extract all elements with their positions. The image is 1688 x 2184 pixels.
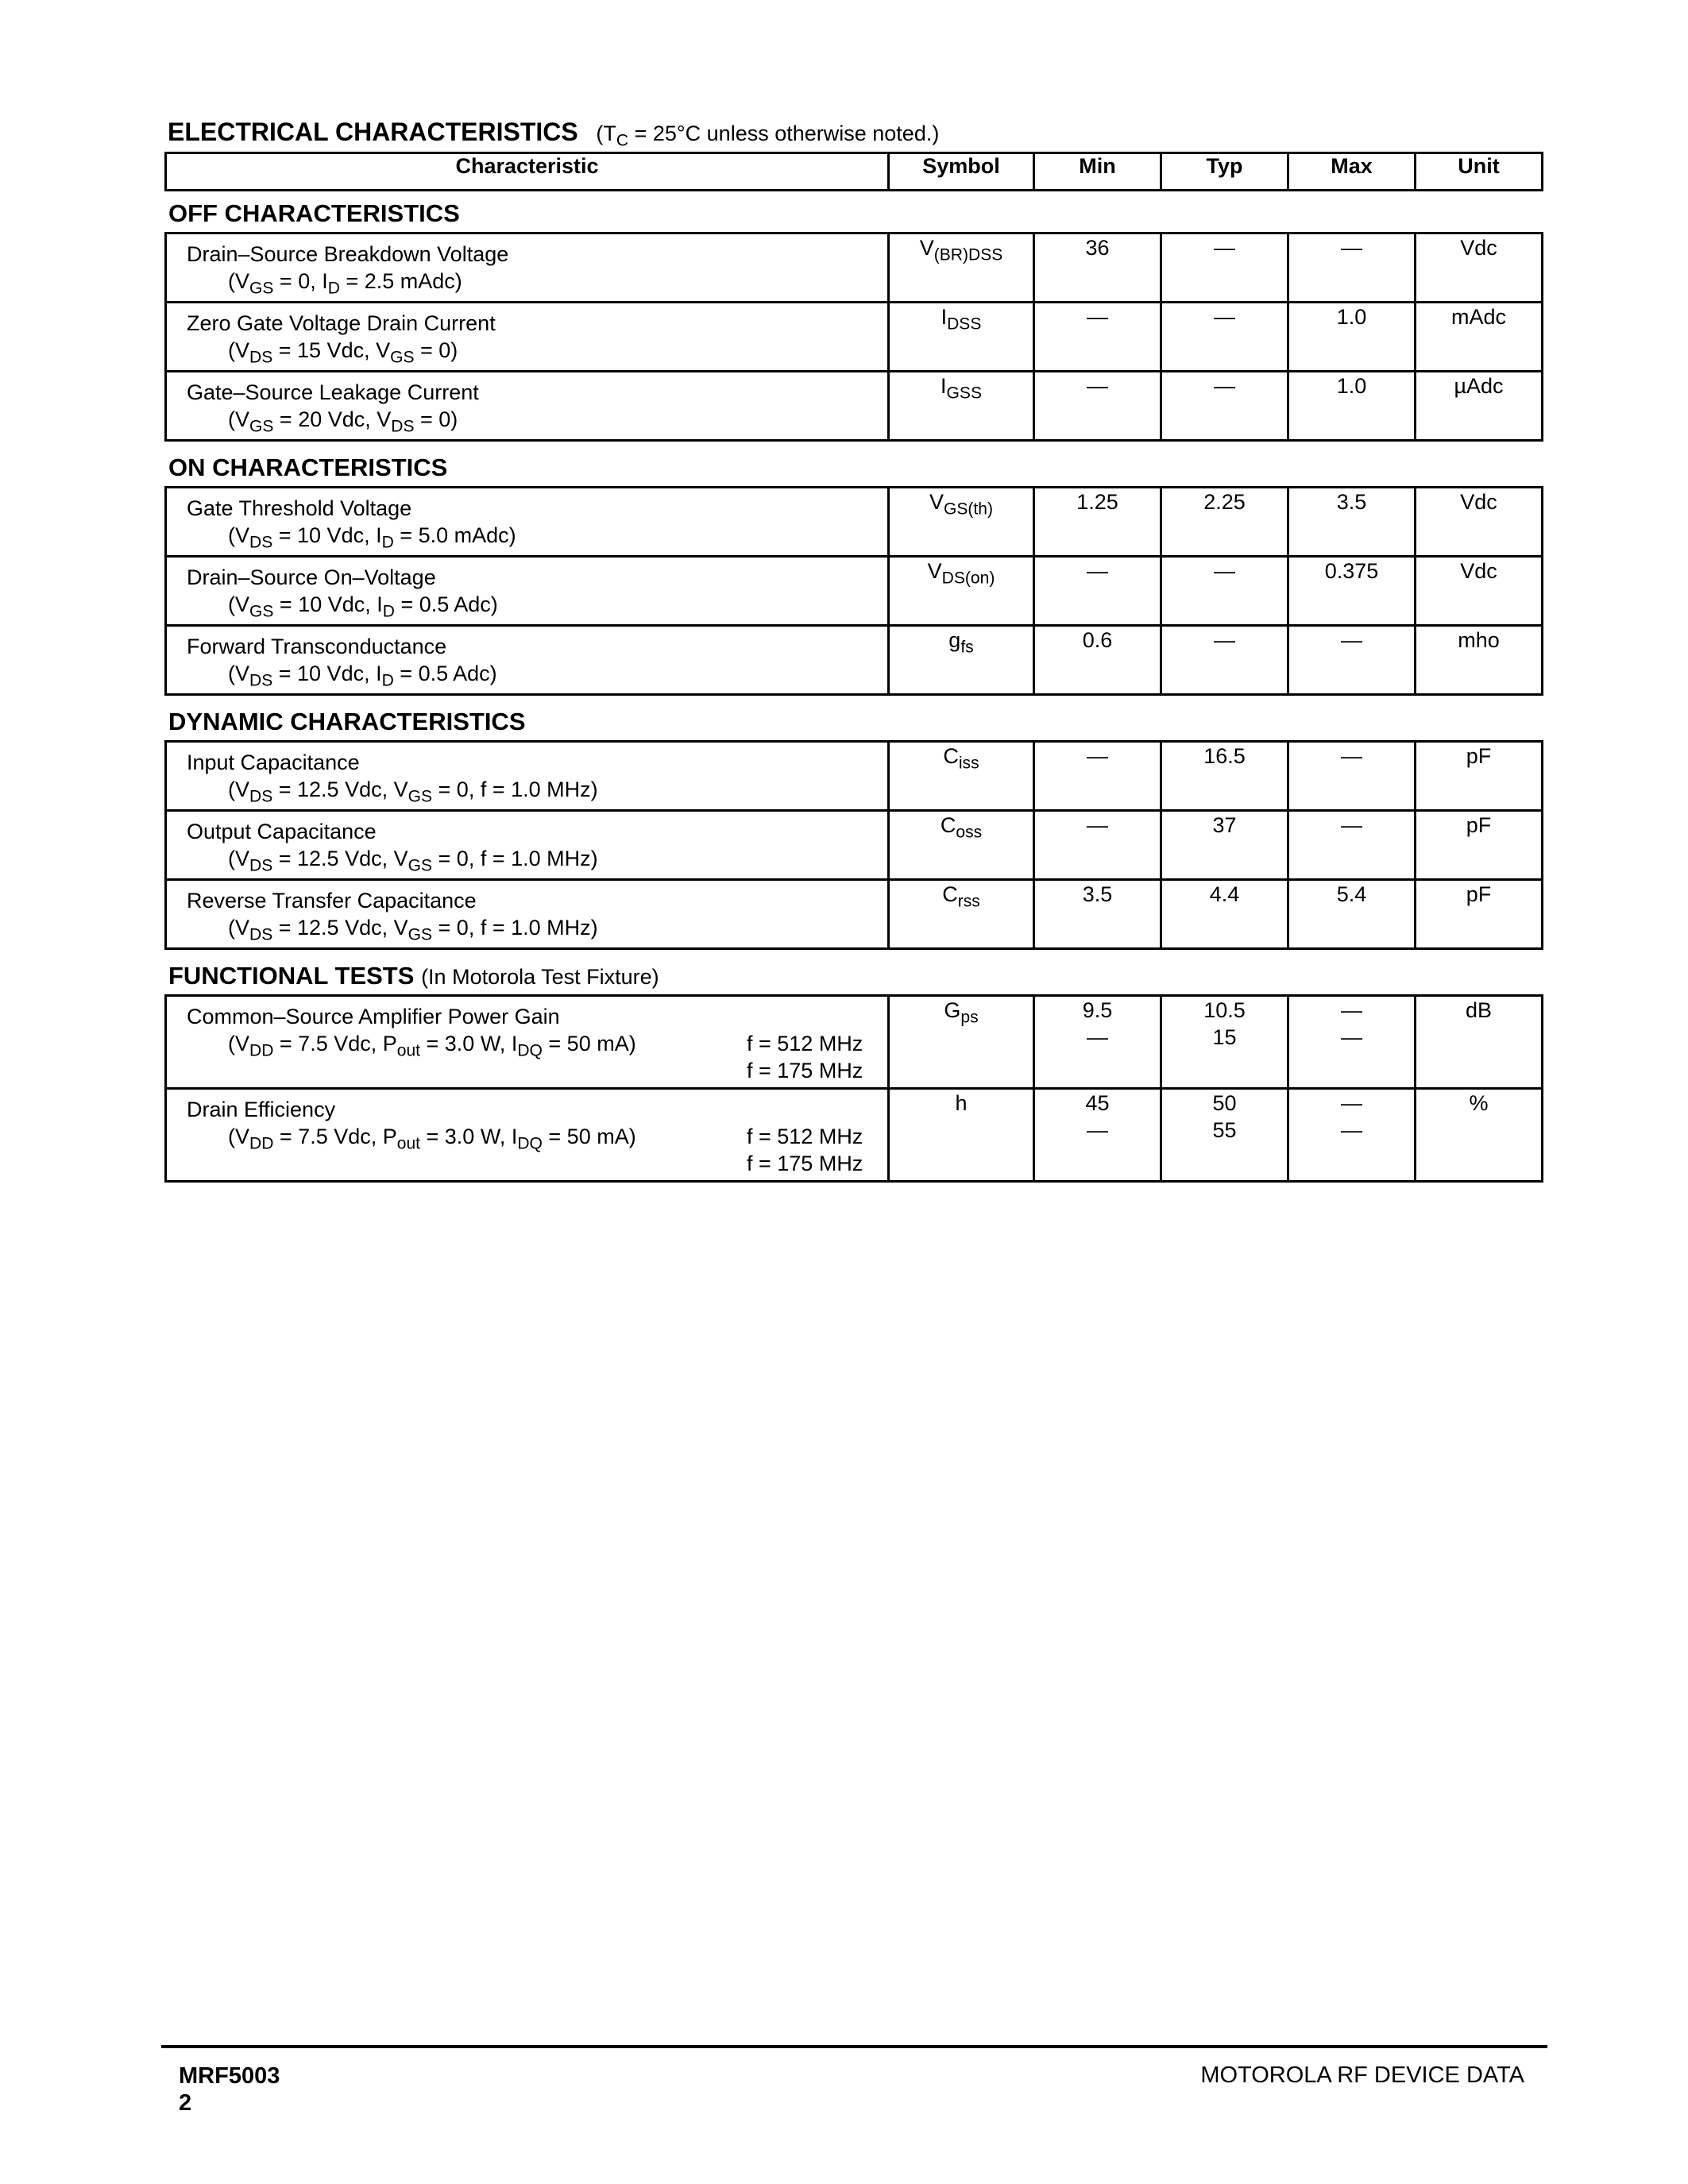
characteristic-name: Drain Efficiency: [187, 1098, 336, 1121]
section-functional-title: FUNCTIONAL TESTS (In Motorola Test Fixture): [168, 962, 659, 990]
frequency-2: f = 175 MHz: [747, 1152, 863, 1175]
header-typ: Typ: [1161, 153, 1288, 191]
characteristic-name: Forward Transconductance: [187, 635, 447, 658]
characteristic-name: Common–Source Amplifier Power Gain: [187, 1005, 560, 1028]
max-value: — —: [1288, 996, 1416, 1089]
off-table: [164, 232, 1543, 442]
characteristic-cell: [166, 488, 889, 557]
typ-value: 2.25: [1161, 488, 1288, 557]
typ-value: 4.4: [1161, 880, 1288, 949]
unit-value: Vdc: [1416, 557, 1543, 626]
min-value: 45 —: [1034, 1089, 1161, 1182]
max-value: 5.4: [1288, 880, 1416, 949]
section-on-title: ON CHARACTERISTICS: [168, 453, 448, 481]
unit-value: Vdc: [1416, 488, 1543, 557]
min-value: 3.5: [1034, 880, 1161, 949]
table-row: [166, 1089, 1543, 1182]
frequency-1: f = 512 MHz: [747, 1032, 863, 1055]
min-value: 36: [1034, 233, 1161, 303]
typ-value: 16.5: [1161, 742, 1288, 811]
footer-rule: [161, 2045, 1547, 2048]
table-row: [166, 880, 1543, 949]
table-row: [166, 626, 1543, 695]
characteristic-name: Input Capacitance: [187, 751, 360, 774]
test-condition: ($V_{DS} = 10$ Vdc, $I_D = 5.0$ mAdc): [228, 523, 516, 552]
header-characteristic: Characteristic: [166, 153, 889, 191]
symbol-cell: $V_{DS(on)}$: [889, 557, 1034, 626]
symbol-cell: $V_{(BR)DSS}$: [889, 233, 1034, 303]
characteristic-cell: [166, 880, 889, 949]
min-value: —: [1034, 557, 1161, 626]
table-row: [166, 372, 1543, 441]
characteristic-name: Drain–Source Breakdown Voltage: [187, 242, 509, 266]
min-value: —: [1034, 811, 1161, 880]
test-condition: ($V_{DS} = 15$ Vdc, $V_{GS} = 0$): [228, 338, 458, 367]
section-dynamic-title: DYNAMIC CHARACTERISTICS: [168, 708, 526, 735]
symbol-cell: $I_{GSS}$: [889, 372, 1034, 441]
table-row: [166, 811, 1543, 880]
on-table: [164, 486, 1543, 696]
test-condition: ($V_{DS} = 12.5$ Vdc, $V_{GS} = 0$, f = 1.0 MHz): [228, 778, 598, 806]
min-value: —: [1034, 372, 1161, 441]
footer-part-number: MRF5003: [179, 2063, 280, 2089]
unit-value: mAdc: [1416, 303, 1543, 372]
unit-value: mho: [1416, 626, 1543, 695]
max-value: 1.0: [1288, 372, 1416, 441]
characteristic-cell: [166, 233, 889, 303]
title-note: ($T_C = 25^\circ C$ unless otherwise noted.): [596, 122, 940, 150]
header-min: Min: [1034, 153, 1161, 191]
max-value: —: [1288, 626, 1416, 695]
max-value: 1.0: [1288, 303, 1416, 372]
footer-source: MOTOROLA RF DEVICE DATA: [1200, 2062, 1524, 2088]
title-main: ELECTRICAL CHARACTERISTICS: [168, 118, 578, 146]
functional-note: (In Motorola Test Fixture): [421, 965, 659, 989]
max-value: —: [1288, 742, 1416, 811]
frequency-1: f = 512 MHz: [747, 1125, 863, 1148]
max-value: —: [1288, 811, 1416, 880]
characteristic-name: Gate Threshold Voltage: [187, 496, 412, 520]
max-value: —: [1288, 233, 1416, 303]
typ-value: 10.5 15: [1161, 996, 1288, 1089]
symbol-cell: h: [889, 1089, 1034, 1182]
test-condition: ($V_{DD} = 7.5$ Vdc, $P_{out} = 3.0$ W, $I_{DQ} = 50$ mA) f = 512 MHz f = 175 MHz: [228, 1125, 863, 1175]
characteristic-name: Reverse Transfer Capacitance: [187, 889, 477, 913]
frequency-2: f = 175 MHz: [747, 1059, 863, 1082]
table-row: [166, 233, 1543, 303]
symbol-cell: $G_{ps}$: [889, 996, 1034, 1089]
test-condition: ($V_{DD} = 7.5$ Vdc, $P_{out} = 3.0$ W, $I_{DQ} = 50$ mA) f = 512 MHz f = 175 MHz: [228, 1032, 863, 1082]
min-value: 9.5 —: [1034, 996, 1161, 1089]
min-value: 1.25: [1034, 488, 1161, 557]
characteristic-cell: [166, 996, 889, 1089]
characteristic-name: Output Capacitance: [187, 820, 377, 843]
unit-value: pF: [1416, 811, 1543, 880]
typ-value: 50 55: [1161, 1089, 1288, 1182]
header-unit: Unit: [1416, 153, 1543, 191]
unit-value: µAdc: [1416, 372, 1543, 441]
typ-value: —: [1161, 626, 1288, 695]
unit-value: dB: [1416, 996, 1543, 1089]
characteristic-name: Gate–Source Leakage Current: [187, 380, 479, 404]
typ-value: —: [1161, 557, 1288, 626]
header-symbol: Symbol: [889, 153, 1034, 191]
section-off-title: OFF CHARACTERISTICS: [168, 199, 460, 227]
unit-value: Vdc: [1416, 233, 1543, 303]
symbol-cell: $C_{oss}$: [889, 811, 1034, 880]
symbol-cell: $g_{fs}$: [889, 626, 1034, 695]
table-row: [166, 557, 1543, 626]
test-condition: ($V_{DS} = 12.5$ Vdc, $V_{GS} = 0$, f = 1.0 MHz): [228, 916, 598, 944]
symbol-cell: $C_{rss}$: [889, 880, 1034, 949]
unit-value: %: [1416, 1089, 1543, 1182]
typ-value: —: [1161, 303, 1288, 372]
max-value: 0.375: [1288, 557, 1416, 626]
test-condition: ($V_{GS} = 10$ Vdc, $I_D = 0.5$ Adc): [228, 592, 498, 621]
table-row: [166, 488, 1543, 557]
header-max: Max: [1288, 153, 1416, 191]
characteristic-cell: [166, 303, 889, 372]
characteristic-name: Zero Gate Voltage Drain Current: [187, 311, 496, 335]
min-value: —: [1034, 742, 1161, 811]
characteristic-cell: [166, 626, 889, 695]
characteristic-name: Drain–Source On–Voltage: [187, 565, 436, 589]
characteristic-cell: [166, 742, 889, 811]
max-value: — —: [1288, 1089, 1416, 1182]
functional-table: [164, 994, 1543, 1183]
test-condition: ($V_{GS} = 0$, $I_D = 2.5$ mAdc): [228, 269, 462, 298]
min-value: —: [1034, 303, 1161, 372]
typ-value: 37: [1161, 811, 1288, 880]
characteristic-cell: [166, 811, 889, 880]
symbol-cell: $V_{GS(th)}$: [889, 488, 1034, 557]
footer-page-number: 2: [179, 2090, 192, 2116]
table-row: [166, 742, 1543, 811]
table-row: [166, 996, 1543, 1089]
test-condition: ($V_{DS} = 10$ Vdc, $I_D = 0.5$ Adc): [228, 662, 497, 690]
characteristic-cell: [166, 557, 889, 626]
dynamic-table: [164, 740, 1543, 950]
footer-left: [179, 2062, 280, 2116]
characteristic-cell: [166, 372, 889, 441]
header-table: [164, 152, 1543, 191]
typ-value: —: [1161, 233, 1288, 303]
max-value: 3.5: [1288, 488, 1416, 557]
unit-value: pF: [1416, 742, 1543, 811]
typ-value: —: [1161, 372, 1288, 441]
test-condition: ($V_{DS} = 12.5$ Vdc, $V_{GS} = 0$, f = 1.0 MHz): [228, 847, 598, 875]
table-row: [166, 303, 1543, 372]
symbol-cell: $C_{iss}$: [889, 742, 1034, 811]
test-condition: ($V_{GS} = 20$ Vdc, $V_{DS} = 0$): [228, 407, 458, 436]
unit-value: pF: [1416, 880, 1543, 949]
symbol-cell: $I_{DSS}$: [889, 303, 1034, 372]
characteristic-cell: [166, 1089, 889, 1182]
min-value: 0.6: [1034, 626, 1161, 695]
table-title: [168, 118, 940, 150]
